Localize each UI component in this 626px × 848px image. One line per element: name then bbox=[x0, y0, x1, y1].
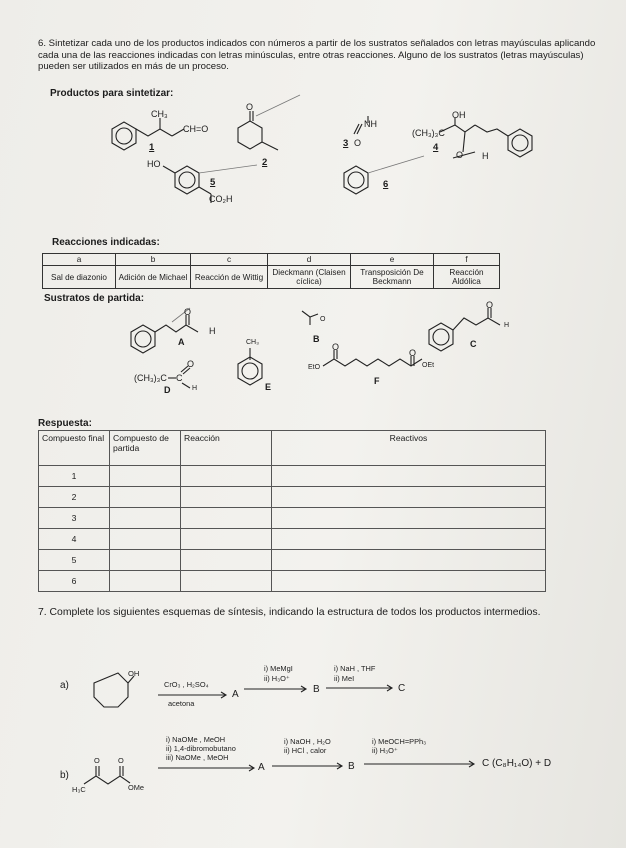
product-3-oxygen: O bbox=[354, 138, 362, 148]
product-1-cho: CH=O bbox=[183, 124, 209, 134]
answer-cell[interactable] bbox=[181, 466, 272, 487]
answer-header-start: Compuesto de partida bbox=[110, 431, 181, 466]
reaction-letter-b: b bbox=[116, 254, 191, 266]
answer-header-reaction: Reacción bbox=[181, 431, 272, 466]
answer-cell[interactable] bbox=[181, 571, 272, 592]
product-2-label: 2 bbox=[262, 157, 268, 168]
scheme-a-product-a: A bbox=[232, 689, 239, 700]
reaction-name-b: Adición de Michael bbox=[116, 266, 191, 289]
product-4-tbu: (CH₃)₃C bbox=[412, 128, 445, 138]
reaction-letter-e: e bbox=[351, 254, 434, 266]
answer-row-number: 4 bbox=[39, 529, 110, 550]
product-2-oxygen: O bbox=[246, 102, 254, 112]
scheme-a-step3-i: i) NaH , THF bbox=[334, 664, 376, 673]
answer-table bbox=[38, 430, 546, 592]
substrate-d-label: D bbox=[164, 385, 171, 395]
product-5-ho: HO bbox=[147, 159, 161, 169]
table-row bbox=[39, 529, 546, 550]
answer-row-number: 3 bbox=[39, 508, 110, 529]
reactions-title: Reacciones indicadas: bbox=[52, 237, 160, 248]
reaction-name-d: Dieckmann (Claisen cíclica) bbox=[268, 266, 351, 289]
answer-header-reagents: Reactivos bbox=[272, 431, 546, 466]
scheme-a-label: a) bbox=[60, 680, 69, 691]
scheme-a-step2-i: i) MeMgI bbox=[264, 664, 293, 673]
substrate-a-oxygen: O bbox=[184, 307, 192, 317]
product-4-oxygen: O bbox=[456, 150, 464, 160]
answer-header-final: Compuesto final bbox=[39, 431, 110, 466]
answer-cell[interactable] bbox=[272, 466, 546, 487]
substrate-f-eto: EtO bbox=[308, 364, 321, 371]
answer-row-number: 1 bbox=[39, 466, 110, 487]
substrates-title: Sustratos de partida: bbox=[44, 293, 145, 304]
substrate-f-oxygen-2: O bbox=[409, 348, 417, 358]
scheme-b-oxygen-1: O bbox=[94, 756, 100, 765]
answer-row-number: 6 bbox=[39, 571, 110, 592]
answer-cell[interactable] bbox=[272, 487, 546, 508]
substrate-d-h: H bbox=[192, 385, 198, 392]
scheme-b-step2-i: i) NaOH , H₂O bbox=[284, 737, 331, 746]
table-row bbox=[39, 550, 546, 571]
scheme-a-step1-bottom: acetona bbox=[168, 699, 195, 708]
reaction-letter-a: a bbox=[43, 254, 116, 266]
scheme-b-label: b) bbox=[60, 770, 69, 781]
table-row bbox=[39, 487, 546, 508]
reaction-name-a: Sal de diazonio bbox=[43, 266, 116, 289]
answer-cell[interactable] bbox=[110, 550, 181, 571]
scheme-b-step2-ii: ii) HCl , calor bbox=[284, 746, 327, 755]
answer-cell[interactable] bbox=[272, 571, 546, 592]
substrate-f-oet: OEt bbox=[422, 362, 435, 369]
scheme-b-step3-i: i) MeOCH=PPh₃ bbox=[372, 737, 427, 746]
scheme-a-product-c: C bbox=[398, 683, 406, 694]
substrate-e-label: E bbox=[265, 382, 272, 392]
product-4-oh: OH bbox=[452, 110, 466, 120]
substrate-d-tbu: (CH₃)₃C bbox=[134, 373, 167, 383]
reaction-letter-c: c bbox=[191, 254, 268, 266]
reactions-table bbox=[42, 253, 500, 289]
answer-row-number: 5 bbox=[39, 550, 110, 571]
substrate-d-oxygen: O bbox=[187, 359, 195, 369]
problem-7-statement: 7. Complete los siguientes esquemas de síntesis, indicando la estructura de todos los productos intermedios. bbox=[38, 607, 541, 618]
table-row bbox=[39, 466, 546, 487]
scheme-a-step3-ii: ii) MeI bbox=[334, 674, 355, 683]
problem-6-statement: 6. Sintetizar cada uno de los productos indicados con números a partir de los sustratos señalados con letras mayúsculas aplicando cada una de las reacciones indicadas con letras minúsculas, entre otras reacciones. Alguno de los sustratos (letras mayúsculas) pueden ser utilizados en más de un proceso. bbox=[38, 38, 596, 73]
product-1-label: 1 bbox=[149, 142, 155, 153]
answer-cell[interactable] bbox=[110, 529, 181, 550]
substrate-a-h: H bbox=[209, 326, 216, 336]
scheme-a-step2-ii: ii) H₃O⁺ bbox=[264, 674, 290, 683]
reaction-letter-f: f bbox=[434, 254, 500, 266]
answer-cell[interactable] bbox=[110, 487, 181, 508]
scheme-b-product-b: B bbox=[348, 761, 355, 772]
scheme-b-oxygen-2: O bbox=[118, 756, 124, 765]
products-title: Productos para sintetizar: bbox=[50, 88, 174, 99]
substrate-e-ch3: CH₃ bbox=[246, 339, 259, 346]
scheme-b-h3c: H₃C bbox=[72, 785, 86, 794]
substrate-b-oxygen: O bbox=[320, 316, 326, 323]
answer-cell[interactable] bbox=[181, 487, 272, 508]
scheme-a-step1-top: CrO₃ , H₂SO₄ bbox=[164, 680, 209, 689]
scheme-a-product-b: B bbox=[313, 684, 320, 695]
scheme-b-step1-ii: ii) 1,4-dibromobutano bbox=[166, 744, 236, 753]
substrate-c-oxygen: O bbox=[486, 300, 494, 310]
answer-cell[interactable] bbox=[272, 550, 546, 571]
product-3-nh: NH bbox=[364, 119, 377, 129]
product-6-label: 6 bbox=[383, 179, 389, 190]
scheme-b-step3-ii: ii) H₃O⁺ bbox=[372, 746, 398, 755]
scheme-b-step1-iii: iii) NaOMe , MeOH bbox=[166, 753, 229, 762]
product-5-label: 5 bbox=[210, 177, 216, 188]
substrate-a-label: A bbox=[178, 337, 185, 347]
reaction-letter-d: d bbox=[268, 254, 351, 266]
answer-cell[interactable] bbox=[110, 571, 181, 592]
reaction-name-c: Reacción de Wittig bbox=[191, 266, 268, 289]
substrate-b-label: B bbox=[313, 334, 320, 344]
answer-row-number: 2 bbox=[39, 487, 110, 508]
scheme-b-ome: OMe bbox=[128, 783, 145, 792]
product-4-h: H bbox=[482, 151, 489, 161]
table-row bbox=[39, 508, 546, 529]
product-3-label: 3 bbox=[343, 138, 349, 149]
answer-title: Respuesta: bbox=[38, 418, 92, 429]
substrate-f-label: F bbox=[374, 376, 380, 386]
product-4-label: 4 bbox=[433, 142, 439, 153]
answer-cell[interactable] bbox=[110, 466, 181, 487]
table-row bbox=[39, 571, 546, 592]
product-1-ch3: CH₃ bbox=[151, 109, 168, 119]
scheme-a-oh: OH bbox=[128, 669, 140, 678]
reaction-name-f: Reacción Aldólica bbox=[434, 266, 500, 289]
reaction-name-e: Transposición De Beckmann bbox=[351, 266, 434, 289]
answer-cell[interactable] bbox=[272, 508, 546, 529]
substrate-c-label: C bbox=[470, 339, 477, 349]
scheme-b-step1-i: i) NaOMe , MeOH bbox=[166, 735, 226, 744]
answer-cell[interactable] bbox=[272, 529, 546, 550]
answer-cell[interactable] bbox=[181, 508, 272, 529]
substrate-d-c: C bbox=[176, 373, 183, 383]
scheme-b-product-c-d: C (C₈H₁₄O) + D bbox=[482, 758, 552, 769]
substrate-c-h: H bbox=[504, 322, 510, 329]
scheme-b-product-a: A bbox=[258, 762, 265, 773]
scheme-b-arrow-3 bbox=[0, 0, 1, 1]
answer-cell[interactable] bbox=[110, 508, 181, 529]
product-5-co2h: CO₂H bbox=[209, 194, 233, 204]
substrate-f-oxygen-1: O bbox=[332, 342, 340, 352]
answer-cell[interactable] bbox=[181, 550, 272, 571]
answer-cell[interactable] bbox=[181, 529, 272, 550]
